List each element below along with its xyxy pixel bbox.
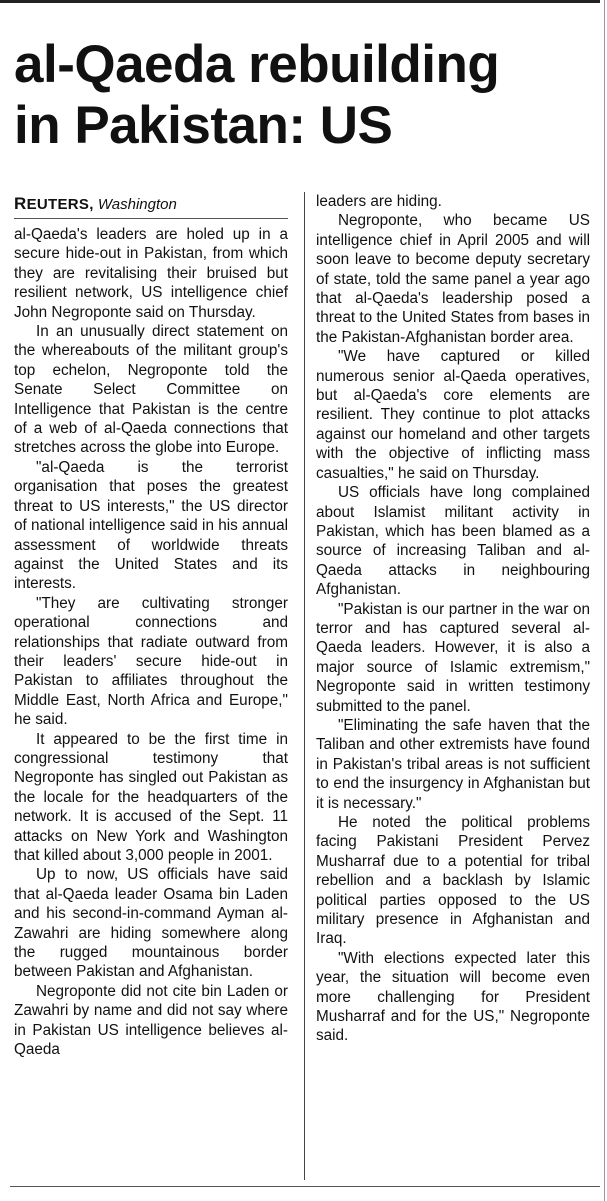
headline — [14, 34, 600, 156]
agency-name: REUTERS, — [14, 194, 94, 213]
paragraph: He noted the political problems facing Pakistani President Pervez Musharraf due to a potential for tribal rebellion and a backlash by Islamic political parties opposed to the US military presence in Afghanistan and Iraq. — [316, 814, 590, 948]
paragraph: leaders are hiding. — [316, 193, 442, 210]
paragraph: It appeared to be the first time in congressional testimony that Negroponte has singled out Pakistan as the locale for the headquarters of the network. It is accused of the Sept. 11 attacks on New York and Washington that killed about 3,000 people in 2001. — [14, 730, 288, 864]
headline-line-2: in Pakistan: US — [14, 96, 393, 155]
paragraph: "With elections expected later this year, the situation will become even more challenging for President Musharraf and for the US," Negroponte said. — [316, 949, 590, 1045]
byline — [14, 194, 288, 219]
paragraph: Negroponte, who became US intelligence chief in April 2005 and will soon leave to become deputy secretary of state, told the same panel a year ago that al-Qaeda's leadership posed a threat to the United States from bases in the Pakistan-Afghanistan border area. — [316, 212, 590, 346]
paragraph: "al-Qaeda is the terrorist organisation that poses the greatest threat to US interests," the US director of national intelligence said in his annual assessment of worldwide threats against the United States and its interests. — [14, 458, 288, 593]
article-body — [14, 192, 590, 1182]
paragraph: "We have captured or killed numerous senior al-Qaeda operatives, but al-Qaeda's core elements are resilient. They continue to plot attacks against our homeland and other targets with the objective of inflicting mass casualties," he said on Thursday. — [316, 348, 590, 482]
column-right — [316, 192, 590, 1182]
bottom-rule — [10, 1186, 600, 1187]
right-rule — [604, 0, 605, 1201]
paragraph: In an unusually direct statement on the whereabouts of the militant group's top echelon, Negroponte told the Senate Select Committee on Intelligence that Pakistan is the centre of a web of al-Qaeda connections that stretches across the globe into Europe. — [14, 323, 288, 457]
dateline: Washington — [97, 196, 177, 213]
column-divider — [304, 192, 305, 1180]
paragraph: US officials have long complained about Islamist militant activity in Pakistan, which has been blamed as a source of increasing Taliban and al-Qaeda attacks in neighbouring Afghanistan. — [316, 484, 590, 599]
paragraph: "Eliminating the safe haven that the Taliban and other extremists have found in Pakistan's tribal areas is not sufficient to end the insurgency in Afghanistan but it is necessary." — [316, 716, 590, 812]
paragraph: "Pakistan is our partner in the war on terror and has captured several al-Qaeda leaders. However, it is also a major source of Islamic extremism," Negroponte said in written testimony submitted to the panel. — [316, 600, 590, 715]
top-rule — [0, 0, 600, 3]
headline-line-1: al-Qaeda rebuilding — [14, 35, 500, 94]
column-left — [14, 192, 288, 1182]
paragraph: al-Qaeda's leaders are holed up in a secure hide-out in Pakistan, from which they are revitalising their bruised but resilient network, US intelligence chief John Negroponte said on Thursday. — [14, 226, 288, 321]
paragraph: "They are cultivating stronger operational connections and relationships that radiate outward from their leaders' secure hide-out in Pakistan to affiliates throughout the Middle East, North Africa and Europe," he said. — [14, 594, 288, 729]
paragraph: Negroponte did not cite bin Laden or Zawahri by name and did not say where in Pakistan US intelligence believes al-Qaeda — [14, 982, 288, 1059]
paragraph: Up to now, US officials have said that al-Qaeda leader Osama bin Laden and his second-in-command Ayman al-Zawahri are hiding somewhere along the rugged mountainous border between Pakistan and Afghanistan. — [14, 866, 288, 981]
